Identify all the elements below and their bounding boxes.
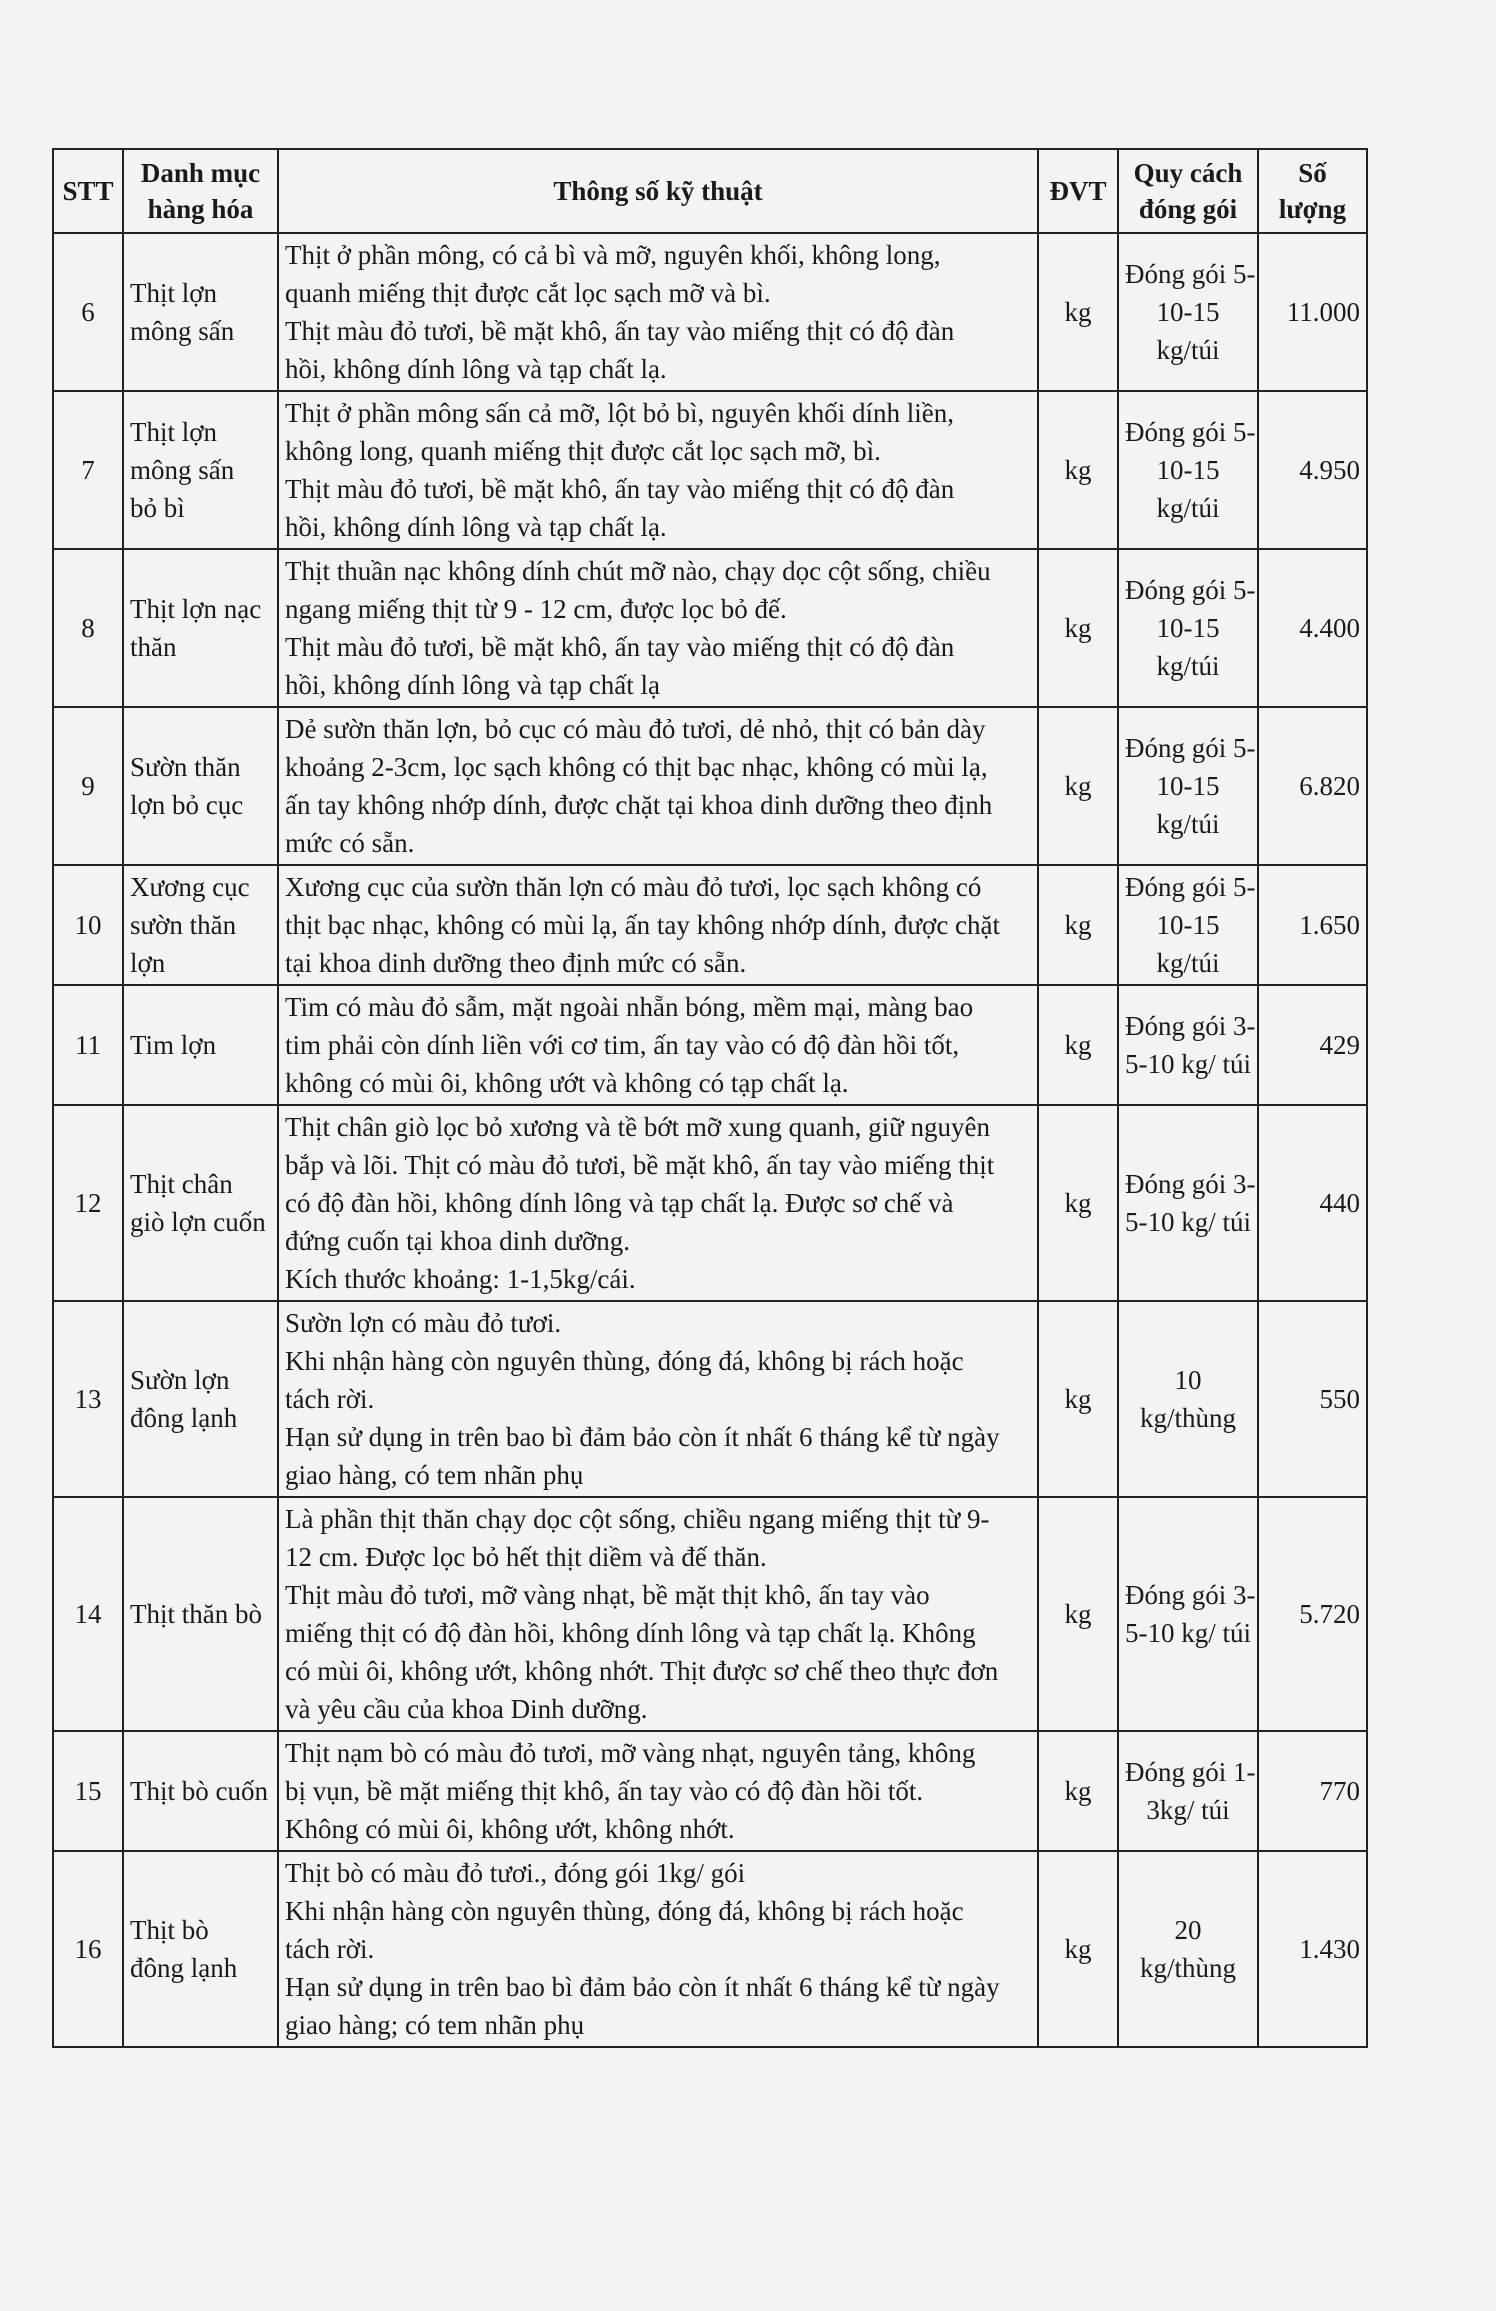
- row-unit: kg: [1038, 1301, 1118, 1497]
- spec-line: Không có mùi ôi, không ướt, không nhớt.: [285, 1814, 735, 1844]
- row-unit: kg: [1038, 1731, 1118, 1851]
- row-product-name: [123, 985, 278, 1105]
- row-specification: [278, 865, 1038, 985]
- packaging-line: Đóng gói 3-: [1125, 1580, 1256, 1610]
- spec-line: không long, quanh miếng thịt được cắt lọc sạch mỡ, bì.: [285, 436, 881, 466]
- header-stt: STT: [53, 149, 123, 233]
- spec-line: đứng cuốn tại khoa dinh dưỡng.: [285, 1226, 631, 1256]
- spec-line: Sườn lợn có màu đỏ tươi.: [285, 1308, 562, 1338]
- product-name-line: Thịt lợn nạc: [130, 594, 262, 624]
- packaging-line: 3kg/ túi: [1146, 1795, 1230, 1825]
- row-unit: kg: [1038, 1851, 1118, 2047]
- row-specification: [278, 391, 1038, 549]
- spec-line: tại khoa dinh dưỡng theo định mức có sẵn.: [285, 948, 747, 978]
- spec-line: Hạn sử dụng in trên bao bì đảm bảo còn ít nhất 6 tháng kể từ ngày: [285, 1972, 1000, 2002]
- header-pack: [1118, 149, 1258, 233]
- table-row: [53, 391, 1367, 549]
- row-unit: kg: [1038, 1105, 1118, 1301]
- row-quantity: 4.400: [1258, 549, 1367, 707]
- row-quantity: 1.650: [1258, 865, 1367, 985]
- spec-line: hồi, không dính lông và tạp chất lạ: [285, 670, 660, 700]
- row-quantity: 440: [1258, 1105, 1367, 1301]
- spec-line: Thịt màu đỏ tươi, bề mặt khô, ấn tay vào miếng thịt có độ đàn: [285, 474, 955, 504]
- row-unit: kg: [1038, 233, 1118, 391]
- spec-line: Thịt thuần nạc không dính chút mỡ nào, chạy dọc cột sống, chiều: [285, 556, 991, 586]
- row-quantity: 4.950: [1258, 391, 1367, 549]
- row-unit: kg: [1038, 707, 1118, 865]
- row-unit: kg: [1038, 865, 1118, 985]
- header-name-line-1: Danh mục: [140, 158, 261, 188]
- row-quantity: 770: [1258, 1731, 1367, 1851]
- spec-line: quanh miếng thịt được cắt lọc sạch mỡ và bì.: [285, 278, 771, 308]
- product-name-line: lợn: [130, 948, 166, 978]
- table-body: [53, 233, 1367, 2047]
- spec-line: Thịt màu đỏ tươi, mỡ vàng nhạt, bề mặt thịt khô, ấn tay vào: [285, 1580, 930, 1610]
- spec-line: miếng thịt có độ đàn hồi, không dính lông và tạp chất lạ. Không: [285, 1618, 976, 1648]
- row-product-name: [123, 865, 278, 985]
- spec-line: Hạn sử dụng in trên bao bì đảm bảo còn ít nhất 6 tháng kể từ ngày: [285, 1422, 1000, 1452]
- table-row: [53, 707, 1367, 865]
- packaging-line: 10-15: [1156, 613, 1220, 643]
- packaging-line: Đóng gói 3-: [1125, 1169, 1256, 1199]
- header-pack-line-1: Quy cách: [1133, 158, 1243, 188]
- product-name-line: Thịt lợn: [130, 278, 218, 308]
- row-specification: [278, 985, 1038, 1105]
- row-stt: 14: [53, 1497, 123, 1731]
- product-name-line: thăn: [130, 632, 177, 662]
- header-pack-line-2: đóng gói: [1138, 194, 1238, 224]
- row-unit: kg: [1038, 391, 1118, 549]
- spec-line: khoảng 2-3cm, lọc sạch không có thịt bạc nhạc, không có mùi lạ,: [285, 752, 988, 782]
- packaging-line: 10: [1174, 1365, 1202, 1395]
- row-specification: [278, 1105, 1038, 1301]
- packaging-line: kg/túi: [1156, 651, 1220, 681]
- row-product-name: [123, 1301, 278, 1497]
- spec-line: Thịt bò có màu đỏ tươi., đóng gói 1kg/ gói: [285, 1858, 746, 1888]
- product-name-line: Sườn lợn: [130, 1365, 230, 1395]
- row-unit: kg: [1038, 549, 1118, 707]
- row-specification: [278, 233, 1038, 391]
- row-stt: 10: [53, 865, 123, 985]
- row-quantity: 6.820: [1258, 707, 1367, 865]
- spec-line: thịt bạc nhạc, không có mùi lạ, ấn tay không nhớp dính, được chặt: [285, 910, 1001, 940]
- row-product-name: [123, 707, 278, 865]
- spec-line: Là phần thịt thăn chạy dọc cột sống, chiều ngang miếng thịt từ 9-: [285, 1504, 990, 1534]
- row-packaging: [1118, 1731, 1258, 1851]
- table-row: [53, 549, 1367, 707]
- table-row: [53, 1731, 1367, 1851]
- header-qty: Số lượng: [1258, 149, 1367, 233]
- row-packaging: [1118, 985, 1258, 1105]
- packaging-line: 5-10 kg/ túi: [1125, 1049, 1251, 1079]
- product-name-line: mông sấn: [130, 455, 235, 485]
- spec-line: không có mùi ôi, không ướt và không có tạp chất lạ.: [285, 1068, 849, 1098]
- row-quantity: 429: [1258, 985, 1367, 1105]
- packaging-line: 5-10 kg/ túi: [1125, 1207, 1251, 1237]
- spec-line: ấn tay không nhớp dính, được chặt tại khoa dinh dưỡng theo định: [285, 790, 993, 820]
- packaging-line: kg/thùng: [1139, 1403, 1236, 1433]
- row-packaging: [1118, 1497, 1258, 1731]
- row-specification: [278, 549, 1038, 707]
- row-packaging: [1118, 233, 1258, 391]
- row-unit: kg: [1038, 985, 1118, 1105]
- packaging-line: 10-15: [1156, 910, 1220, 940]
- spec-line: Thịt màu đỏ tươi, bề mặt khô, ấn tay vào miếng thịt có độ đàn: [285, 316, 955, 346]
- row-product-name: [123, 233, 278, 391]
- packaging-line: kg/túi: [1156, 335, 1220, 365]
- product-name-line: sườn thăn: [130, 910, 237, 940]
- spec-line: Khi nhận hàng còn nguyên thùng, đóng đá, không bị rách hoặc: [285, 1346, 964, 1376]
- packaging-line: kg/túi: [1156, 948, 1220, 978]
- packaging-line: Đóng gói 5-: [1125, 417, 1256, 447]
- row-stt: 9: [53, 707, 123, 865]
- row-quantity: 1.430: [1258, 1851, 1367, 2047]
- table-row: [53, 1301, 1367, 1497]
- packaging-line: Đóng gói 3-: [1125, 1011, 1256, 1041]
- spec-line: bắp và lõi. Thịt có màu đỏ tươi, bề mặt khô, ấn tay vào miếng thịt: [285, 1150, 995, 1180]
- row-packaging: [1118, 707, 1258, 865]
- table-header-row: [53, 149, 1367, 233]
- row-packaging: [1118, 865, 1258, 985]
- spec-line: và yêu cầu của khoa Dinh dưỡng.: [285, 1694, 648, 1724]
- row-stt: 8: [53, 549, 123, 707]
- spec-line: hồi, không dính lông và tạp chất lạ.: [285, 512, 667, 542]
- spec-line: hồi, không dính lông và tạp chất lạ.: [285, 354, 667, 384]
- product-name-line: Tim lợn: [130, 1030, 217, 1060]
- row-packaging: [1118, 1105, 1258, 1301]
- spec-line: Thịt chân giò lọc bỏ xương và tề bớt mỡ xung quanh, giữ nguyên: [285, 1112, 990, 1142]
- table-row: [53, 865, 1367, 985]
- product-name-line: mông sấn: [130, 316, 235, 346]
- packaging-line: Đóng gói 5-: [1125, 872, 1256, 902]
- packaging-line: Đóng gói 5-: [1125, 575, 1256, 605]
- row-packaging: [1118, 391, 1258, 549]
- product-name-line: Thịt thăn bò: [130, 1599, 262, 1629]
- spec-line: Dẻ sườn thăn lợn, bỏ cục có màu đỏ tươi, dẻ nhỏ, thịt có bản dày: [285, 714, 986, 744]
- spec-line: Kích thước khoảng: 1-1,5kg/cái.: [285, 1264, 636, 1294]
- table-row: [53, 1851, 1367, 2047]
- row-unit: kg: [1038, 1497, 1118, 1731]
- spec-line: ngang miếng thịt từ 9 - 12 cm, được lọc bỏ đế.: [285, 594, 787, 624]
- row-stt: 12: [53, 1105, 123, 1301]
- row-product-name: [123, 1731, 278, 1851]
- row-specification: [278, 1851, 1038, 2047]
- packaging-line: 10-15: [1156, 771, 1220, 801]
- packaging-line: Đóng gói 1-: [1125, 1757, 1256, 1787]
- spec-line: Thịt nạm bò có màu đỏ tươi, mỡ vàng nhạt, nguyên tảng, không: [285, 1738, 976, 1768]
- spec-line: Thịt ở phần mông sấn cả mỡ, lột bỏ bì, nguyên khối dính liền,: [285, 398, 954, 428]
- row-stt: 16: [53, 1851, 123, 2047]
- spec-line: Khi nhận hàng còn nguyên thùng, đóng đá, không bị rách hoặc: [285, 1896, 964, 1926]
- packaging-line: 10-15: [1156, 455, 1220, 485]
- packaging-line: kg/túi: [1156, 493, 1220, 523]
- packaging-line: 10-15: [1156, 297, 1220, 327]
- table-row: [53, 233, 1367, 391]
- product-name-line: Thịt lợn: [130, 417, 218, 447]
- spec-line: có độ đàn hồi, không dính lông và tạp chất lạ. Được sơ chế và: [285, 1188, 954, 1218]
- spec-line: Thịt ở phần mông, có cả bì và mỡ, nguyên khối, không long,: [285, 240, 941, 270]
- row-product-name: [123, 549, 278, 707]
- header-name: [123, 149, 278, 233]
- table-row: [53, 985, 1367, 1105]
- row-specification: [278, 707, 1038, 865]
- header-unit: ĐVT: [1038, 149, 1118, 233]
- table-row: [53, 1105, 1367, 1301]
- product-name-line: lợn bỏ cục: [130, 790, 244, 820]
- row-quantity: 11.000: [1258, 233, 1367, 391]
- spec-line: 12 cm. Được lọc bỏ hết thịt diềm và đế thăn.: [285, 1542, 767, 1572]
- packaging-line: Đóng gói 5-: [1125, 733, 1256, 763]
- header-name-line-2: hàng hóa: [147, 194, 254, 224]
- row-quantity: 5.720: [1258, 1497, 1367, 1731]
- product-name-line: Xương cục: [130, 872, 250, 902]
- packaging-line: 20: [1174, 1915, 1202, 1945]
- table-row: [53, 1497, 1367, 1731]
- spec-line: mức có sẵn.: [285, 828, 415, 858]
- product-name-line: Thịt bò cuốn: [130, 1776, 268, 1806]
- row-product-name: [123, 1497, 278, 1731]
- row-stt: 11: [53, 985, 123, 1105]
- spec-line: Tim có màu đỏ sẫm, mặt ngoài nhẵn bóng, mềm mại, màng bao: [285, 992, 974, 1022]
- row-product-name: [123, 1851, 278, 2047]
- spec-line: có mùi ôi, không ướt, không nhớt. Thịt được sơ chế theo thực đơn: [285, 1656, 999, 1686]
- packaging-line: kg/túi: [1156, 809, 1220, 839]
- row-quantity: 550: [1258, 1301, 1367, 1497]
- product-name-line: Sườn thăn: [130, 752, 241, 782]
- spec-line: Thịt màu đỏ tươi, bề mặt khô, ấn tay vào miếng thịt có độ đàn: [285, 632, 955, 662]
- row-packaging: [1118, 1301, 1258, 1497]
- spec-line: giao hàng, có tem nhãn phụ: [285, 1460, 584, 1490]
- spec-line: tách rời.: [285, 1934, 375, 1964]
- product-name-line: Thịt bò: [130, 1915, 209, 1945]
- product-name-line: đông lạnh: [130, 1953, 238, 1983]
- spec-line: tách rời.: [285, 1384, 375, 1414]
- spec-line: tim phải còn dính liền với cơ tim, ấn tay vào có độ đàn hồi tốt,: [285, 1030, 960, 1060]
- packaging-line: Đóng gói 5-: [1125, 259, 1256, 289]
- spec-line: giao hàng; có tem nhãn phụ: [285, 2010, 585, 2040]
- row-specification: [278, 1301, 1038, 1497]
- product-name-line: Thịt chân: [130, 1169, 233, 1199]
- product-name-line: bỏ bì: [130, 493, 185, 523]
- row-stt: 6: [53, 233, 123, 391]
- header-spec: Thông số kỹ thuật: [278, 149, 1038, 233]
- row-specification: [278, 1731, 1038, 1851]
- product-spec-table: [52, 148, 1368, 2048]
- row-packaging: [1118, 1851, 1258, 2047]
- row-stt: 13: [53, 1301, 123, 1497]
- row-product-name: [123, 1105, 278, 1301]
- row-stt: 7: [53, 391, 123, 549]
- product-name-line: đông lạnh: [130, 1403, 238, 1433]
- spec-line: bị vụn, bề mặt miếng thịt khô, ấn tay vào có độ đàn hồi tốt.: [285, 1776, 924, 1806]
- row-stt: 15: [53, 1731, 123, 1851]
- packaging-line: 5-10 kg/ túi: [1125, 1618, 1251, 1648]
- row-product-name: [123, 391, 278, 549]
- packaging-line: kg/thùng: [1139, 1953, 1236, 1983]
- row-specification: [278, 1497, 1038, 1731]
- spec-line: Xương cục của sườn thăn lợn có màu đỏ tươi, lọc sạch không có: [285, 872, 982, 902]
- product-name-line: giò lợn cuốn: [130, 1207, 266, 1237]
- row-packaging: [1118, 549, 1258, 707]
